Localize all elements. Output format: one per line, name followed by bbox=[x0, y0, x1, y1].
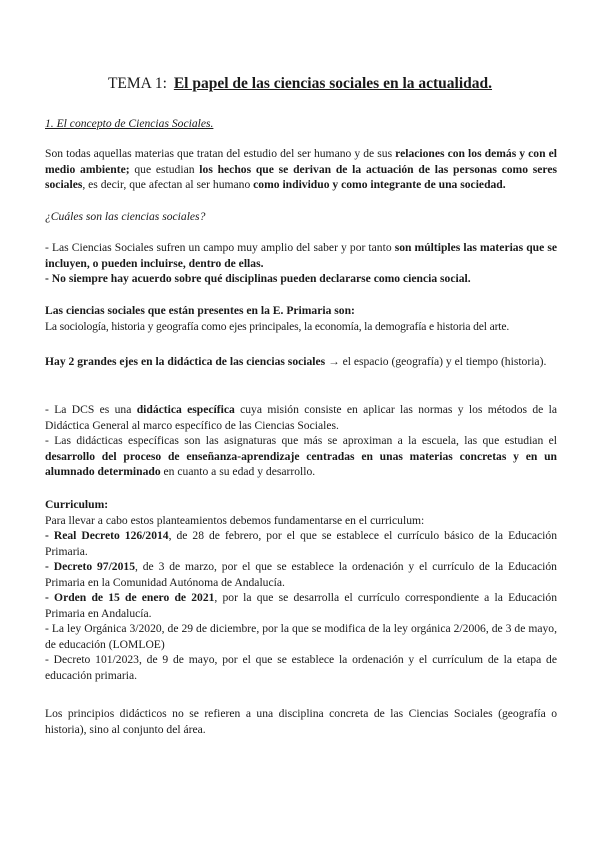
title-prefix: TEMA 1: bbox=[107, 75, 167, 92]
p1-bold-1: relaciones con los demás y con el medio ambiente; bbox=[45, 147, 557, 176]
p2-text-1: - Las Ciencias Sociales sufren un campo muy amplio del saber y por tanto bbox=[45, 241, 395, 254]
p2-bold-2: - No siempre hay acuerdo sobre qué disciplinas pueden declararse como ciencia social. bbox=[45, 272, 471, 285]
curriculum-item bbox=[45, 559, 557, 590]
curriculum-item bbox=[45, 621, 557, 652]
p5-bold-1: didáctica específica bbox=[136, 403, 235, 416]
curriculum-item-text: - Decreto 101/2023, de 9 de mayo, por el que se establece la ordenación y el currículum de la etapa de educación primaria. bbox=[45, 653, 557, 682]
curriculum-item-text: - La ley Orgánica 3/2020, de 29 de diciembre, por la que se modifica de la ley orgánica 2/2006, de 3 de mayo, de educación (LOMLOE) bbox=[45, 622, 557, 651]
curriculum-item-bold: - Decreto 97/2015 bbox=[45, 560, 135, 573]
p1-text-3: , es decir, que afectan al ser humano bbox=[82, 178, 254, 191]
curriculum-item-bold: - Orden de 15 de enero de 2021 bbox=[45, 591, 215, 604]
curriculum-item-text: , por la que se desarrolla el currículo correspondiente a la Educación Primaria en Andalucía. bbox=[45, 591, 557, 620]
paragraph-scope bbox=[45, 240, 557, 287]
curriculum-item-text: , de 3 de marzo, por el que se establece la ordenación y el currículo de la Educación Primaria en la Comunidad Autónoma de Andalucía. bbox=[45, 560, 557, 589]
p5-text-3: - Las didácticas específicas son las asignaturas que más se aproximan a la escuela, las que estudian el bbox=[45, 434, 557, 447]
p3-heading: Las ciencias sociales que están presentes en la E. Primaria son: bbox=[45, 304, 355, 317]
p3-text: La sociología, historia y geografía como ejes principales, la economía, la demografía e historia del arte. bbox=[45, 319, 510, 333]
p5-text-1: - La DCS es una bbox=[45, 403, 137, 416]
question-text: ¿Cuáles son las ciencias sociales? bbox=[45, 210, 206, 223]
p2-bold-1: son múltiples las materias que se incluyen, o pueden incluirse, dentro de ellas. bbox=[45, 241, 557, 270]
section1-heading: 1. El concepto de Ciencias Sociales. bbox=[45, 117, 214, 130]
question-heading bbox=[45, 209, 557, 225]
p5-text-2: cuya misión consiste en aplicar las normas y los métodos de la Didáctica General al marco específico de las Ciencias Sociales. bbox=[45, 403, 557, 432]
p5-bold-2: desarrollo del proceso de enseñanza-aprendizaje centradas en unas materias concretas y en un alumnado determinado bbox=[45, 449, 557, 478]
paragraph-dcs bbox=[45, 402, 557, 480]
paragraph-ejes bbox=[45, 354, 557, 370]
curriculum-item-text: , de 28 de febrero, por el que se establece el currículo básico de la Educación Primaria. bbox=[45, 529, 558, 558]
curriculum-intro: Para llevar a cabo estos planteamientos debemos fundamentarse en el curriculum: bbox=[45, 513, 425, 527]
curriculum-item-bold: - Real Decreto 126/2014 bbox=[45, 529, 169, 542]
p4-bold: Hay 2 grandes ejes en la didáctica de las ciencias sociales bbox=[45, 355, 326, 368]
curriculum-heading: Curriculum: bbox=[45, 498, 109, 511]
p1-text-2: que estudian bbox=[129, 162, 200, 176]
paragraph-primaria bbox=[45, 303, 557, 334]
section-heading bbox=[45, 116, 557, 132]
curriculum-item bbox=[45, 590, 557, 621]
p1-text-1: Son todas aquellas materias que tratan del estudio del ser humano y de sus bbox=[45, 147, 396, 160]
p6-text: Los principios didácticos no se refieren a una disciplina concreta de las Ciencias Sociales (geografía o historia), sino al conjunto del área. bbox=[45, 707, 557, 736]
curriculum-item bbox=[45, 652, 557, 683]
p4-text: → el espacio (geografía) y el tiempo (historia). bbox=[325, 355, 547, 368]
title-main: El papel de las ciencias sociales en la actualidad. bbox=[173, 75, 493, 92]
document-title bbox=[0, 74, 600, 94]
curriculum-section bbox=[45, 497, 557, 683]
p1-bold-2: los hechos que se derivan de la actuación de las personas como seres sociales bbox=[45, 162, 558, 191]
paragraph-principios bbox=[45, 706, 557, 737]
curriculum-item bbox=[45, 528, 557, 559]
paragraph-definition bbox=[45, 146, 557, 193]
p5-text-4: en cuanto a su edad y desarrollo. bbox=[160, 465, 316, 478]
p1-bold-3: como individuo y como integrante de una sociedad. bbox=[253, 178, 506, 191]
